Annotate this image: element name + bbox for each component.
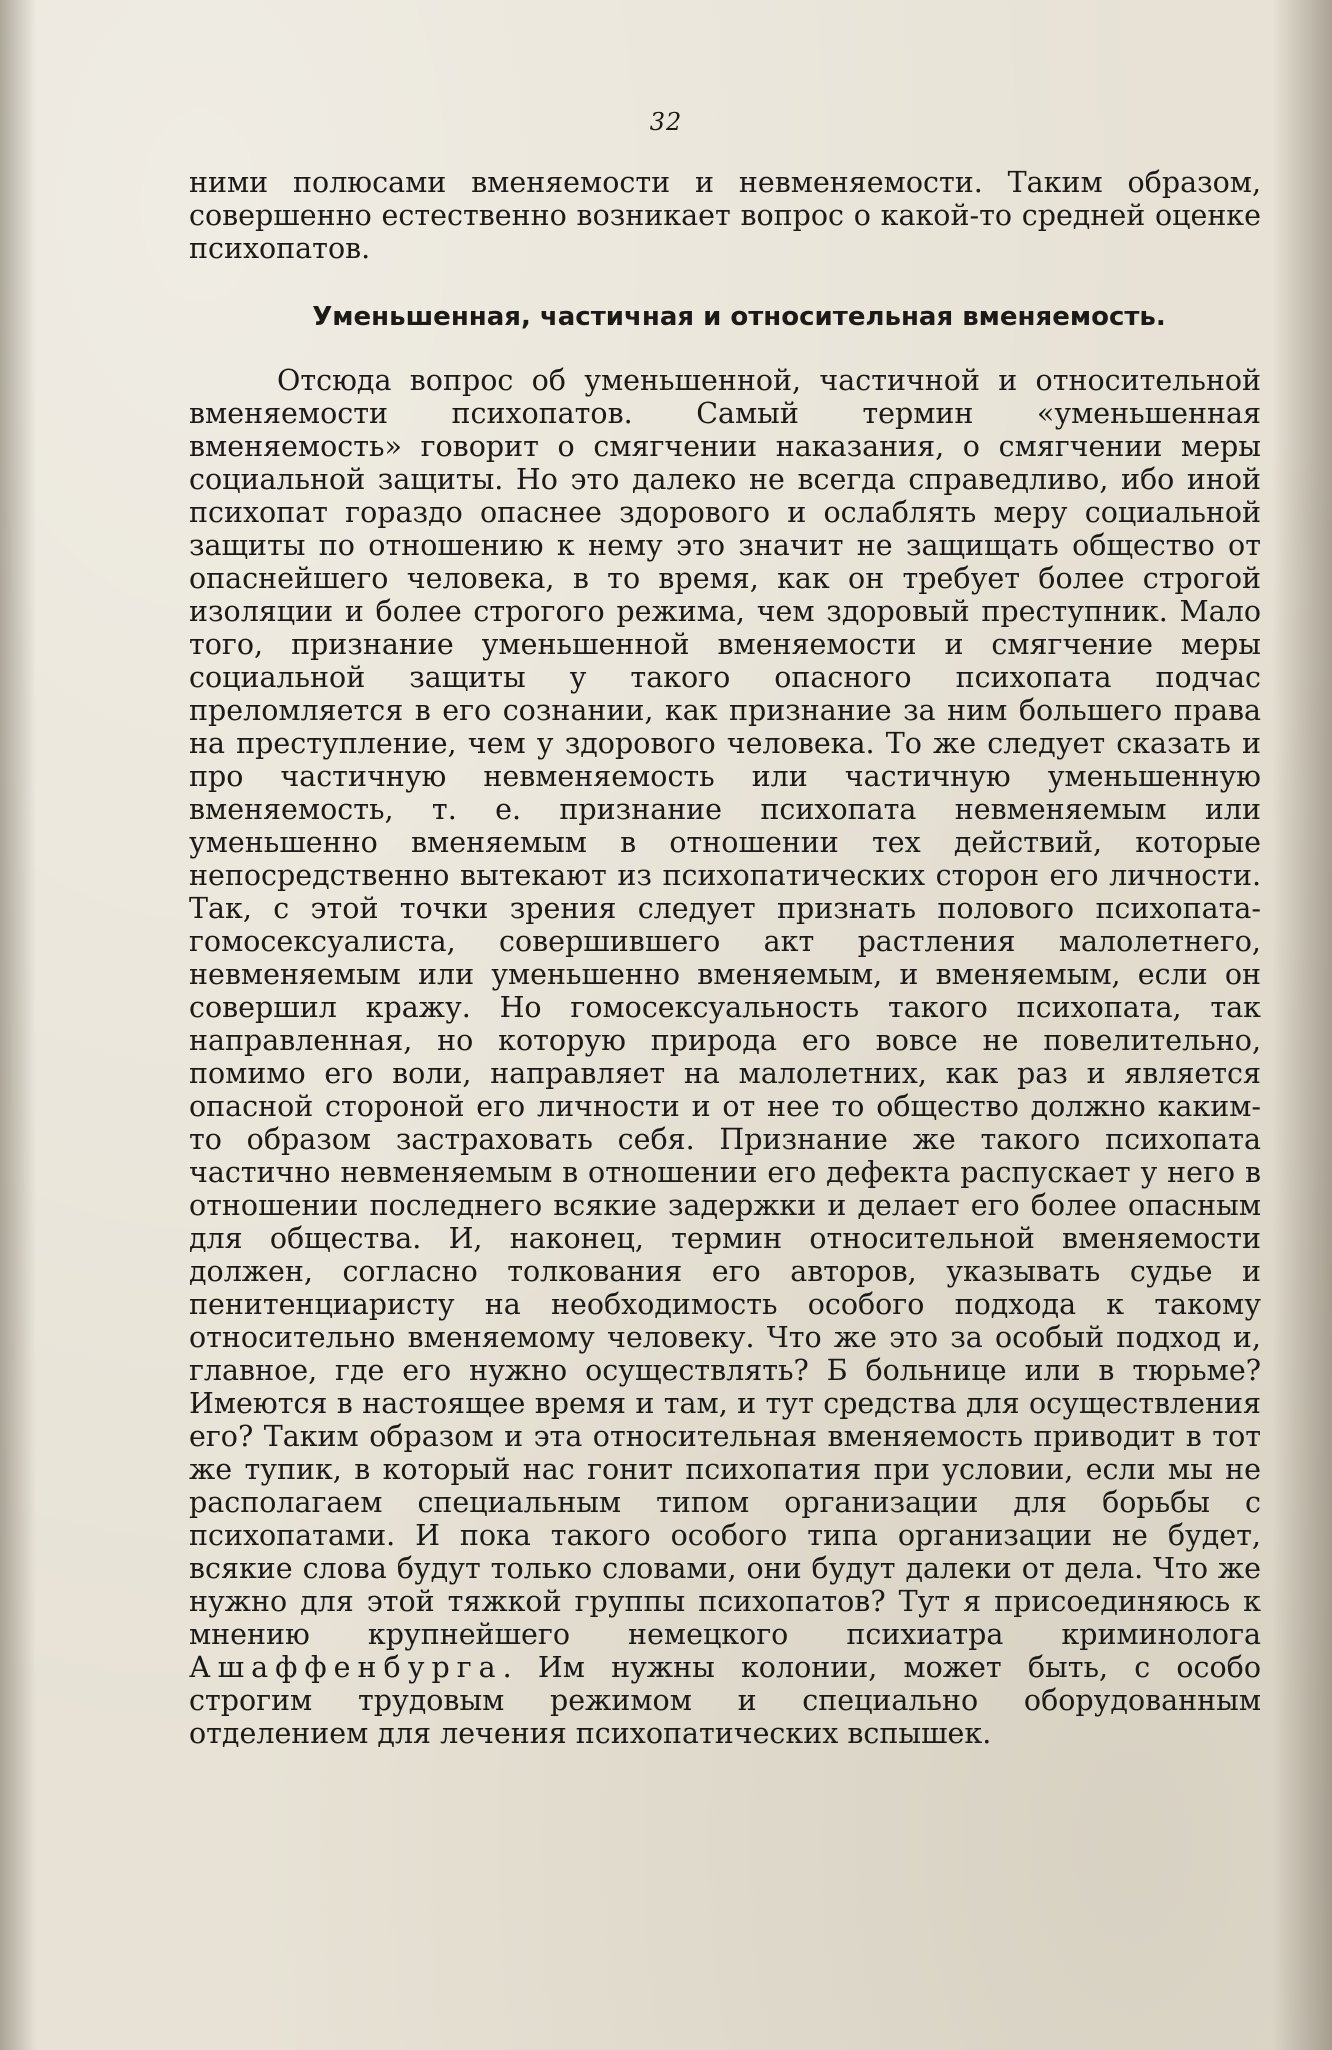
page-edge-shadow-left bbox=[0, 0, 36, 2050]
author-name-spaced: Ашаффенбурга bbox=[189, 1651, 503, 1684]
intro-text-block bbox=[189, 166, 1261, 265]
page-number: 32 bbox=[649, 108, 683, 136]
page-edge-shadow-right bbox=[1272, 0, 1332, 2050]
main-paragraph-text: Отсюда вопрос об уменьшенной, частичной и относительной вменяемости психопатов. Самый термин «уменьшенная вменяемость» говорит о смягчении наказания, о смягчении меры социальной защиты. Но это далеко не всегда справедливо, ибо иной психопат гораздо опаснее здорового и ослаблять меру социальной защиты по отношению к нему это значит не защищать общество от опаснейшего человека, в то время, как он требует более строгой изоляции и более строгого режима, чем здоровый преступник. Мало того, признание уменьшенной вменяемости и смягчение меры социальной защиты у такого опасного психопата подчас преломляется в его сознании, как признание за ним большего права на преступление, чем у здорового человека. То же следует сказать и про частичную невменяемость или частичную уменьшенную вменяемость, т. е. признание психопата невменяемым или уменьшенно вменяемым в отношении тех действий, которые непосредственно вытекают из психопатических сторон его личности. Так, с этой точки зрения следует признать полового психопата-гомосексуалиста, совершившего акт растления малолетнего, невменяемым или уменьшенно вменяемым, и вменяемым, если он совершил кражу. Но гомосексуальность такого психопата, так направленная, но которую природа его вовсе не повелительно, помимо его воли, направляет на малолетних, как раз и является опасной стороной его личности и от нее то общество должно каким-то образом застраховать себя. Признание же такого психопата частично невменяемым в отношении его дефекта распускает у него в отношении последнего всякие задержки и делает его более опасным для общества. И, наконец, термин относительной вменяемости должен, согласно толкования его авторов, указывать судье и пенитенциаристу на необходимость особого подхода к такому относительно вменяемому человеку. Что же это за особый подход и, главное, где его нужно осуществлять? Б больнице или в тюрьме? Имеются в настоящее время и там, и тут средства для осуществления его? Таким образом и эта относительная вменяемость приводит в тот же тупик, в который нас гонит психопатия при условии, если мы не располагаем специальным типом организации для борьбы с психопатами. И пока такого особого типа организации не будет, всякие слова будут только словами, они будут далеки от дела. Что же нужно для этой тяжкой группы психопатов? Тут я присоединяюсь к мнению крупнейшего немецкого психиатра криминолога bbox=[189, 364, 1261, 1651]
main-paragraph bbox=[189, 364, 1261, 1750]
intro-paragraph: ними полюсами вменяемости и невменяемости. Таким образом, совершенно естественно возникает вопрос о какой-то средней оценке психопатов. bbox=[189, 166, 1261, 265]
main-paragraph-ending: . Им нужны колонии, может быть, с особо строгим трудовым режимом и специально оборудованным отделением для лечения психопатических вспышек. bbox=[189, 1651, 1261, 1750]
main-text-block bbox=[189, 364, 1261, 1750]
section-heading: Уменьшенная, частичная и относительная вменяемость. bbox=[312, 302, 1166, 332]
